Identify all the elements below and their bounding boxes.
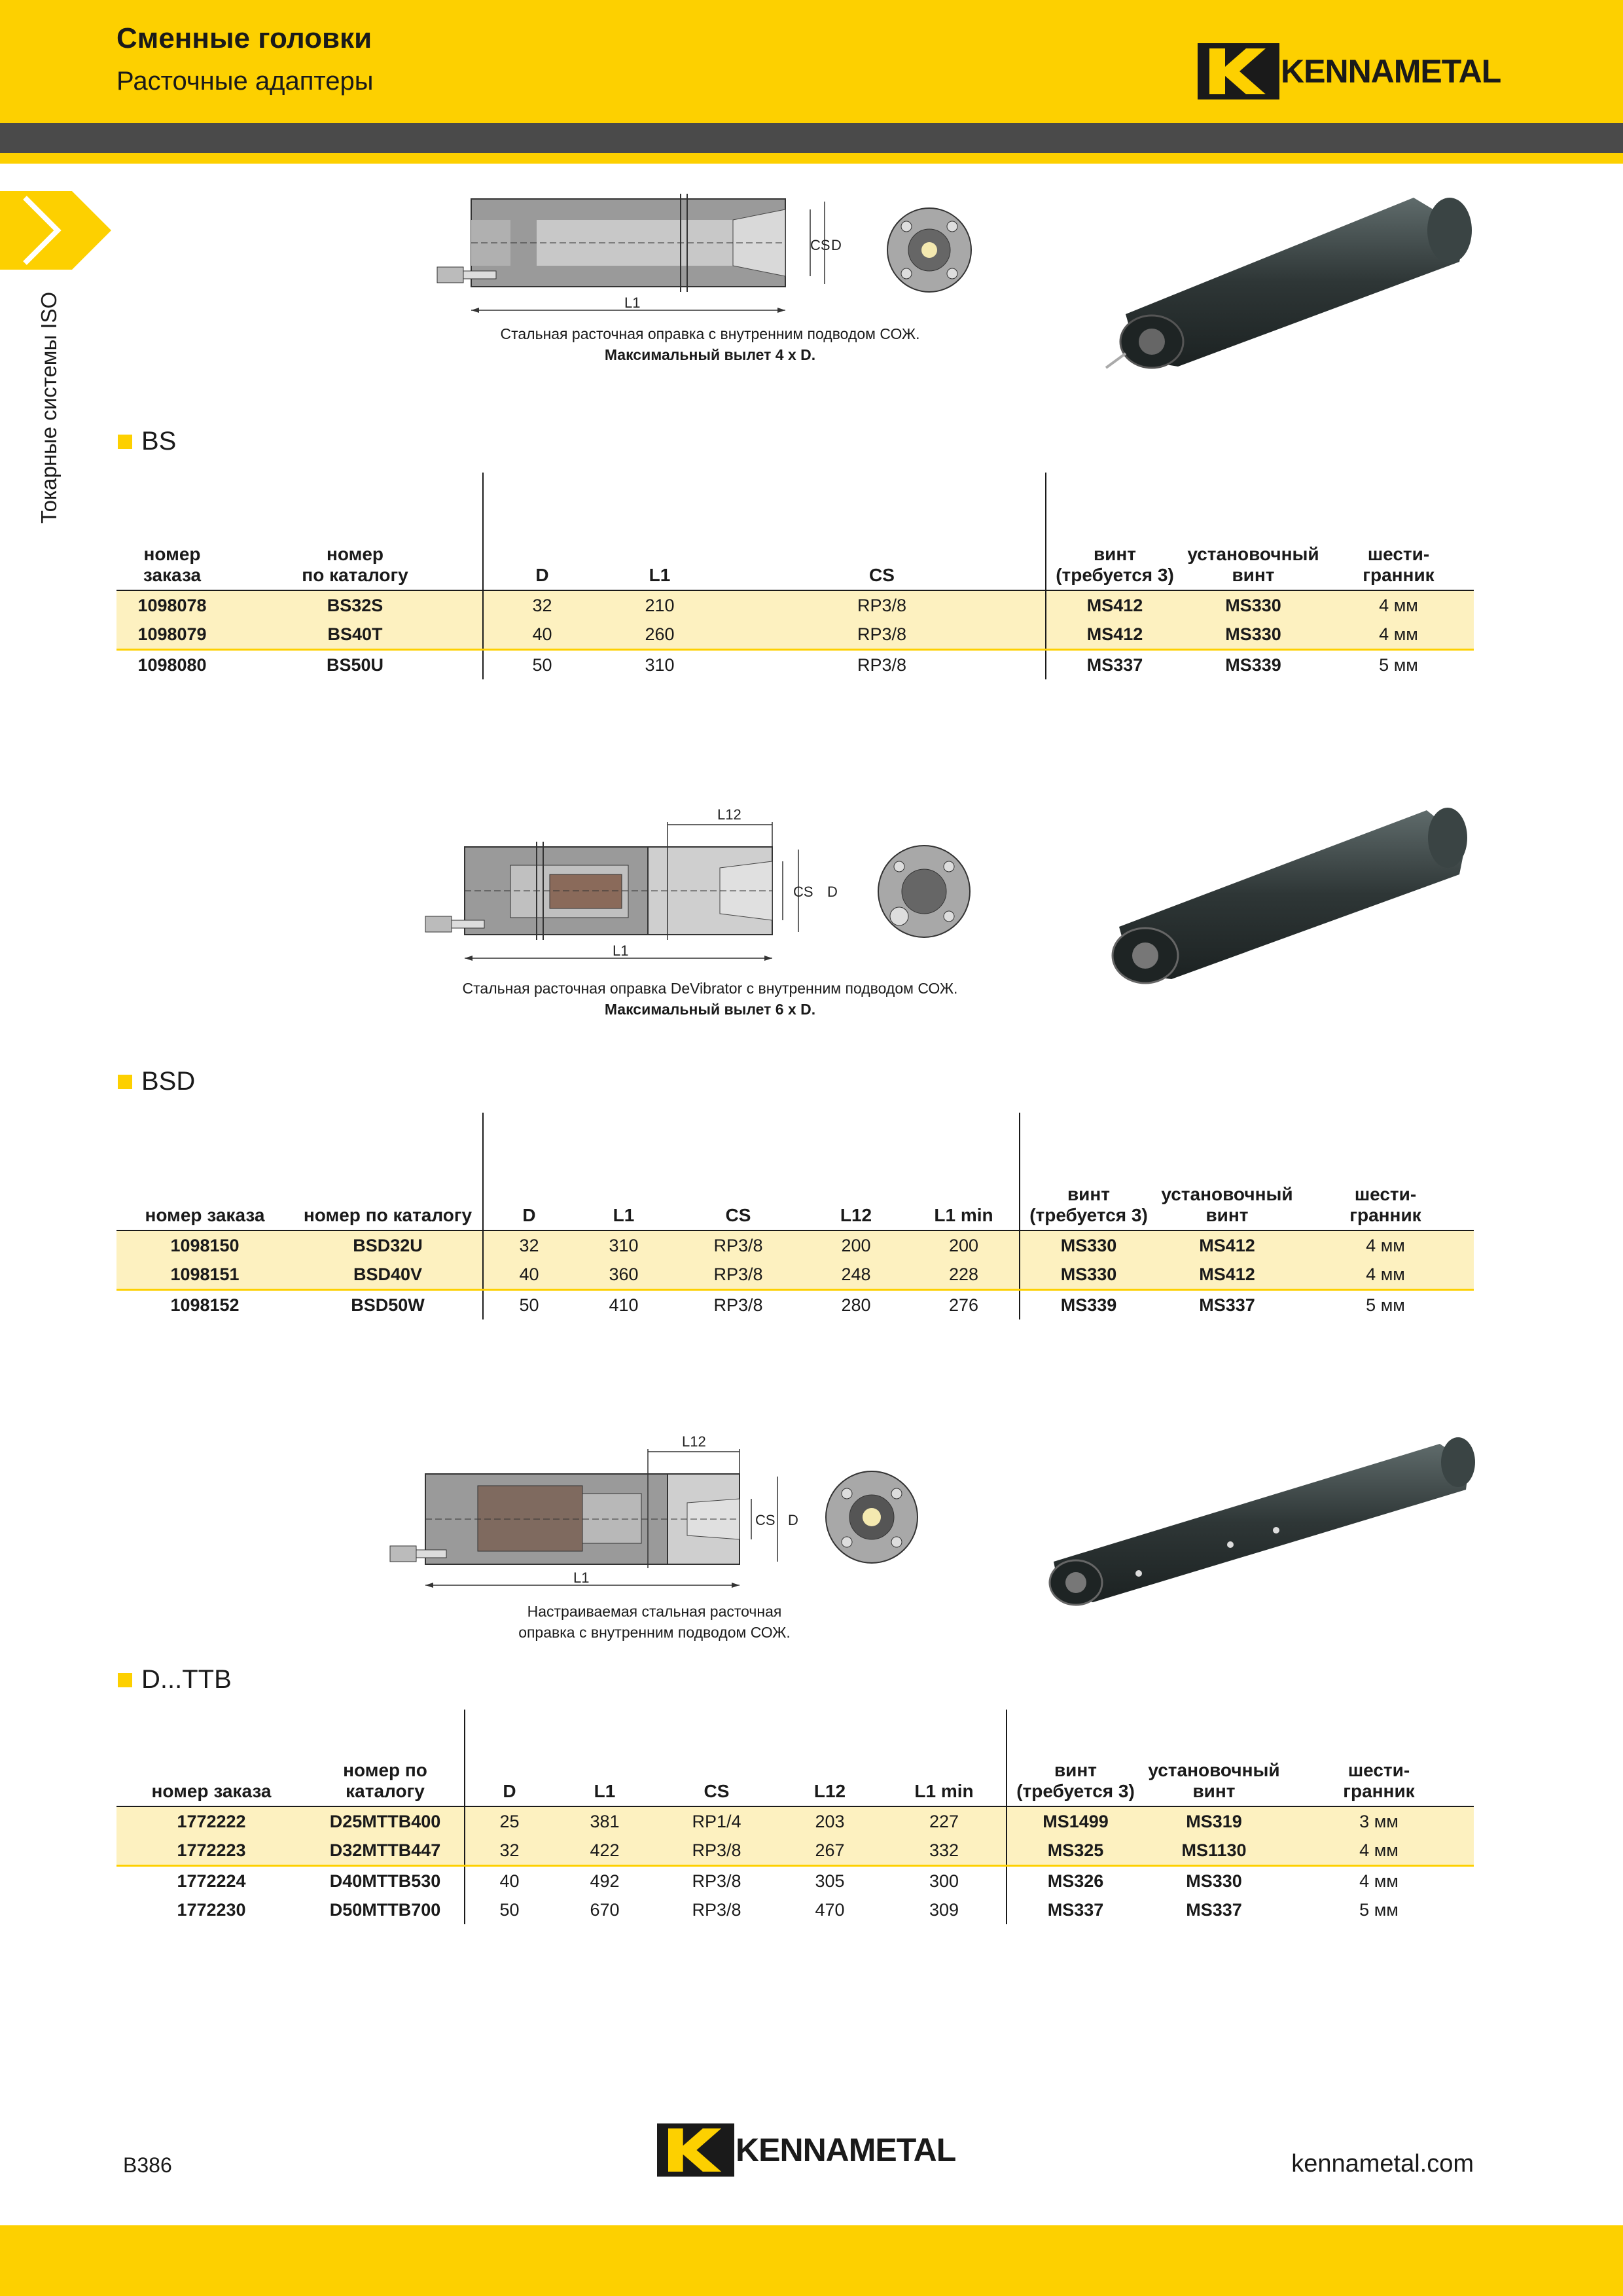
col-header-catalog-no: номер по каталогу <box>228 473 483 590</box>
ttb-table <box>116 1710 1474 1924</box>
table-row <box>116 620 1474 650</box>
cell-hex-key: 4 мм <box>1323 590 1474 620</box>
cell-order-no: 1098152 <box>170 1295 240 1315</box>
page-title: Сменные головки <box>116 22 372 54</box>
col-header-catalog-no: номер по каталогу <box>293 1113 483 1230</box>
col-header-d: D <box>483 473 601 590</box>
cell-hex-key: 4 мм <box>1297 1260 1474 1290</box>
col-header-cs: CS <box>719 473 1046 590</box>
bsd-table <box>116 1113 1474 1319</box>
cell-screw: MS412 <box>1046 620 1183 650</box>
section-title-bsd-text: BSD <box>141 1067 196 1096</box>
cell-cs: RP3/8 <box>692 1899 741 1920</box>
cell-order-no: 1772230 <box>177 1899 246 1920</box>
dim-cs-label: CS <box>810 237 830 253</box>
cell-screw: MS330 <box>1020 1230 1157 1260</box>
col-header-l12: L12 <box>804 1113 908 1230</box>
kennametal-logo-icon <box>657 2123 734 2177</box>
cell-cs: RP3/8 <box>719 620 1046 650</box>
cell-catalog-no: D40MTTB530 <box>329 1871 441 1891</box>
cell-hex-key: 4 мм <box>1297 1230 1474 1260</box>
cell-order-no: 1772223 <box>116 1836 306 1866</box>
cell-l12: 200 <box>804 1230 908 1260</box>
cell-set-screw: MS1130 <box>1144 1836 1284 1866</box>
col-header-order-no: номер заказа <box>116 1710 306 1806</box>
cell-order-no: 1772224 <box>177 1871 246 1891</box>
table-row <box>116 650 1474 680</box>
cell-screw: MS1499 <box>1007 1806 1144 1836</box>
dim-l1-label: L1 <box>613 942 629 959</box>
col-header-set-screw: установочный винт <box>1144 1710 1284 1806</box>
kennametal-logo-icon <box>1198 43 1279 99</box>
chevron-right-icon <box>0 191 111 270</box>
ttb-caption <box>406 1601 903 1643</box>
col-header-cs: CS <box>656 1710 777 1806</box>
cell-order-no: 1772222 <box>116 1806 306 1836</box>
col-header-order-no: номер заказа <box>116 1113 293 1230</box>
bs-caption <box>366 323 1054 365</box>
cell-set-screw: MS330 <box>1186 1871 1242 1891</box>
cell-set-screw: MS330 <box>1183 620 1323 650</box>
cell-l1: 670 <box>590 1899 620 1920</box>
col-header-catalog-no: номер по каталогу <box>306 1710 465 1806</box>
cell-set-screw: MS319 <box>1144 1806 1284 1836</box>
cell-screw: MS337 <box>1046 650 1183 680</box>
cell-cs: RP1/4 <box>656 1806 777 1836</box>
dim-d-label: D <box>831 237 842 253</box>
col-header-l12: L12 <box>777 1710 882 1806</box>
dim-d-label: D <box>788 1512 798 1528</box>
cell-l1: 492 <box>590 1871 620 1891</box>
cell-l1-min: 200 <box>908 1230 1020 1260</box>
cell-l1: 310 <box>645 655 675 675</box>
col-header-d: D <box>465 1710 554 1806</box>
col-header-hex-key: шести- гранник <box>1284 1710 1474 1806</box>
cell-set-screw: MS412 <box>1157 1230 1297 1260</box>
cell-l12: 203 <box>777 1806 882 1836</box>
cell-cs: RP3/8 <box>719 590 1046 620</box>
bs-caption-line2: Максимальный вылет 4 x D. <box>604 346 816 363</box>
cell-catalog-no: D50MTTB700 <box>329 1899 441 1920</box>
cell-set-screw: MS339 <box>1225 655 1281 675</box>
table-header-row <box>116 1710 1474 1806</box>
ttb-technical-drawing <box>380 1431 955 1594</box>
cell-d: 32 <box>483 590 601 620</box>
cell-cs: RP3/8 <box>692 1871 741 1891</box>
section-title-ttb-text: D...TTB <box>141 1665 232 1694</box>
cell-catalog-no: D32MTTB447 <box>306 1836 465 1866</box>
cell-cs: RP3/8 <box>673 1260 804 1290</box>
table-row <box>116 1836 1474 1866</box>
dim-l12-label: L12 <box>682 1433 706 1450</box>
table-row <box>116 1260 1474 1290</box>
dim-cs-label: CS <box>793 884 813 900</box>
cell-l1: 410 <box>609 1295 639 1315</box>
yellow-square-icon <box>118 1673 132 1687</box>
col-header-l1-min: L1 min <box>882 1710 1007 1806</box>
cell-screw: MS339 <box>1020 1290 1157 1320</box>
section-title-bs-text: BS <box>141 427 177 456</box>
col-header-set-screw: установочный винт <box>1183 473 1323 590</box>
col-header-order-no: номер заказа <box>116 473 228 590</box>
cell-set-screw: MS337 <box>1199 1295 1255 1315</box>
cell-d: 50 <box>465 1895 554 1924</box>
cell-cs: RP3/8 <box>673 1230 804 1260</box>
bs-table <box>116 473 1474 679</box>
cell-screw: MS325 <box>1007 1836 1144 1866</box>
sidebar-section-label: Токарные системы ISO <box>37 291 61 524</box>
table-row <box>116 1230 1474 1260</box>
cell-l12: 470 <box>815 1899 845 1920</box>
cell-l1: 260 <box>601 620 719 650</box>
cell-hex-key: 4 мм <box>1359 1871 1399 1891</box>
cell-l1-min: 309 <box>929 1899 959 1920</box>
cell-hex-key: 5 мм <box>1379 655 1418 675</box>
bs-caption-line1: Стальная расточная оправка с внутренним подводом СОЖ. <box>500 325 920 342</box>
cell-screw: MS330 <box>1020 1260 1157 1290</box>
cell-set-screw: MS330 <box>1183 590 1323 620</box>
cell-hex-key: 4 мм <box>1284 1836 1474 1866</box>
col-header-screw: винт (требуется 3) <box>1020 1113 1157 1230</box>
bsd-technical-drawing <box>419 802 995 966</box>
cell-cs: RP3/8 <box>857 655 907 675</box>
cell-l12: 305 <box>815 1871 845 1891</box>
cell-order-no: 1098080 <box>137 655 207 675</box>
section-title-ttb <box>118 1665 232 1695</box>
cell-catalog-no: BS50U <box>326 655 384 675</box>
cell-order-no: 1098078 <box>116 590 228 620</box>
cell-catalog-no: BSD32U <box>293 1230 483 1260</box>
table-row <box>116 1290 1474 1320</box>
cell-l1: 360 <box>575 1260 673 1290</box>
cell-catalog-no: D25MTTB400 <box>306 1806 465 1836</box>
col-header-hex-key: шести- гранник <box>1323 473 1474 590</box>
cell-hex-key: 3 мм <box>1284 1806 1474 1836</box>
bsd-caption <box>366 978 1054 1020</box>
cell-l1-min: 276 <box>948 1295 979 1315</box>
cell-d: 32 <box>483 1230 575 1260</box>
table-header-row <box>116 473 1474 590</box>
cell-l1-min: 227 <box>882 1806 1007 1836</box>
cell-l12: 267 <box>777 1836 882 1866</box>
col-header-screw: винт (требуется 3) <box>1007 1710 1144 1806</box>
cell-cs: RP3/8 <box>713 1295 763 1315</box>
cell-hex-key: 5 мм <box>1366 1295 1405 1315</box>
cell-l1: 310 <box>575 1230 673 1260</box>
cell-d: 40 <box>483 620 601 650</box>
cell-l1-min: 300 <box>929 1871 959 1891</box>
cell-l1: 210 <box>601 590 719 620</box>
cell-l1-min: 332 <box>882 1836 1007 1866</box>
cell-order-no: 1098079 <box>116 620 228 650</box>
cell-l1: 381 <box>554 1806 656 1836</box>
col-header-l1: L1 <box>554 1710 656 1806</box>
col-header-hex-key: шести- гранник <box>1297 1113 1474 1230</box>
bsd-tool-photo <box>1060 802 1479 999</box>
cell-d: 40 <box>465 1866 554 1896</box>
col-header-d: D <box>483 1113 575 1230</box>
ttb-tool-photo <box>1008 1431 1479 1614</box>
cell-d: 40 <box>483 1260 575 1290</box>
footer-logo <box>657 2123 955 2177</box>
bsd-caption-line2: Максимальный вылет 6 x D. <box>604 1001 816 1018</box>
cell-screw: MS337 <box>1007 1895 1144 1924</box>
col-header-cs: CS <box>673 1113 804 1230</box>
bs-technical-drawing <box>432 190 995 334</box>
cell-screw: MS326 <box>1007 1866 1144 1896</box>
dim-l1-label: L1 <box>624 295 641 311</box>
header-logo-text: KENNAMETAL <box>1281 53 1501 90</box>
cell-l1-min: 228 <box>908 1260 1020 1290</box>
cell-catalog-no: BS40T <box>228 620 483 650</box>
cell-d: 32 <box>465 1836 554 1866</box>
cell-order-no: 1098151 <box>116 1260 293 1290</box>
cell-l1: 422 <box>554 1836 656 1866</box>
dim-l12-label: L12 <box>717 806 741 823</box>
header-gray-band <box>0 123 1623 153</box>
cell-hex-key: 5 мм <box>1359 1899 1399 1920</box>
footer-url-link[interactable]: kennametal.com <box>1291 2150 1474 2178</box>
dim-d-label: D <box>827 884 838 900</box>
bs-tool-photo <box>1073 190 1479 380</box>
section-title-bsd <box>118 1067 195 1096</box>
header-logo <box>1198 43 1501 99</box>
cell-cs: RP3/8 <box>656 1836 777 1866</box>
yellow-square-icon <box>118 435 132 449</box>
table-row <box>116 1895 1474 1924</box>
table-row <box>116 1866 1474 1896</box>
bsd-caption-line1: Стальная расточная оправка DeVibrator с внутренним подводом СОЖ. <box>462 980 958 997</box>
cell-screw: MS412 <box>1046 590 1183 620</box>
section-title-bs <box>118 427 176 456</box>
table-row <box>116 1806 1474 1836</box>
cell-catalog-no: BSD50W <box>351 1295 425 1315</box>
ttb-caption-line1: Настраиваемая стальная расточная <box>527 1603 782 1620</box>
ttb-caption-line2: оправка с внутренним подводом СОЖ. <box>518 1624 791 1641</box>
cell-d: 50 <box>483 1290 575 1320</box>
footer-logo-text: KENNAMETAL <box>736 2132 956 2168</box>
cell-l12: 280 <box>841 1295 871 1315</box>
col-header-l1: L1 <box>575 1113 673 1230</box>
cell-set-screw: MS412 <box>1157 1260 1297 1290</box>
cell-order-no: 1098150 <box>116 1230 293 1260</box>
cell-catalog-no: BSD40V <box>293 1260 483 1290</box>
dim-l1-label: L1 <box>573 1570 590 1586</box>
table-header-row <box>116 1113 1474 1230</box>
col-header-l1-min: L1 min <box>908 1113 1020 1230</box>
dim-cs-label: CS <box>755 1512 776 1528</box>
cell-catalog-no: BS32S <box>228 590 483 620</box>
yellow-square-icon <box>118 1075 132 1089</box>
cell-d: 50 <box>483 650 601 680</box>
col-header-screw: винт (требуется 3) <box>1046 473 1183 590</box>
cell-l12: 248 <box>804 1260 908 1290</box>
table-row <box>116 590 1474 620</box>
cell-d: 25 <box>465 1806 554 1836</box>
cell-set-screw: MS337 <box>1186 1899 1242 1920</box>
col-header-l1: L1 <box>601 473 719 590</box>
cell-hex-key: 4 мм <box>1323 620 1474 650</box>
page-subtitle: Расточные адаптеры <box>116 67 374 96</box>
footer-band <box>0 2225 1623 2296</box>
header-yellow-stripe <box>0 153 1623 164</box>
page-number: B386 <box>123 2153 172 2177</box>
col-header-set-screw: установочный винт <box>1157 1113 1297 1230</box>
